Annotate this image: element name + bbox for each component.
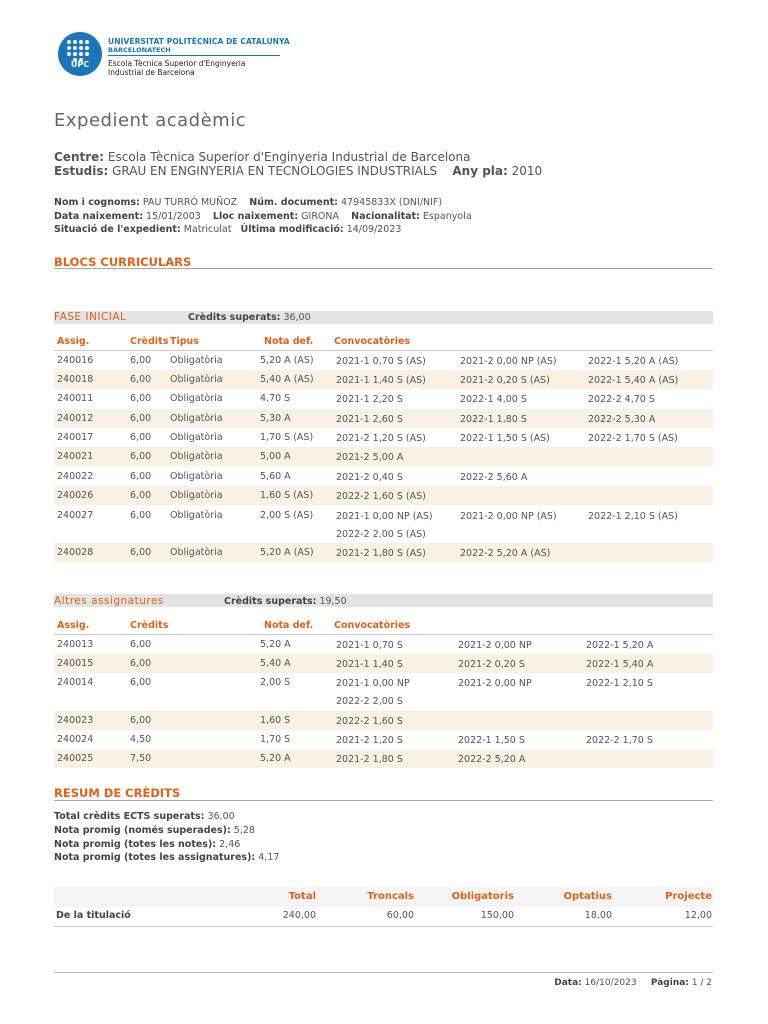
cell-assig: 240015 — [57, 658, 94, 669]
table-row — [54, 635, 713, 654]
table-row — [54, 711, 713, 730]
cell-nota: 1,70 S (AS) — [260, 432, 314, 443]
cell-conv-2: 2022-2 5,60 A — [460, 472, 528, 483]
cell-nota: 1,60 S — [260, 715, 291, 726]
table-row — [54, 673, 713, 711]
al-header-assig: Assig. — [57, 620, 90, 631]
cell-nota: 5,20 A — [260, 639, 291, 650]
cell-assig: 240028 — [57, 547, 94, 558]
anypla-label: Any pla: — [452, 164, 508, 178]
cell-credits: 6,00 — [130, 715, 152, 726]
totals-value-total: 240,00 — [282, 910, 316, 921]
fi-header-tipus: Tipus — [170, 336, 199, 347]
cell-conv-2: 2021-2 0,00 NP — [458, 640, 532, 651]
resum-total-credits — [54, 811, 235, 822]
totals-header-troncals: Troncals — [367, 891, 414, 902]
upc-logo — [58, 32, 102, 76]
table-row — [54, 543, 713, 562]
altres-credits — [224, 596, 347, 607]
table-row — [54, 428, 713, 447]
resum-nota-totes-assignatures — [54, 852, 279, 863]
estudis-value: GRAU EN ENGINYERIA EN TECNOLOGIES INDUSTRIALS — [112, 164, 438, 178]
lloc-label: Lloc naixement: — [212, 211, 299, 222]
table-row — [54, 447, 713, 466]
fase-inicial-credits-value: 36,00 — [283, 312, 311, 323]
cell-conv-3: 2022-1 5,40 A — [586, 659, 654, 670]
blocs-curriculars-heading: BLOCS CURRICULARS — [54, 255, 192, 269]
totals-value-optatius: 18,00 — [584, 910, 612, 921]
fase-inicial-credits — [188, 312, 311, 323]
cell-nota: 2,00 S (AS) — [260, 510, 314, 521]
nom-value: PAU TURRÓ MUÑOZ — [142, 197, 238, 208]
cell-credits: 7,50 — [130, 753, 152, 764]
table-row — [54, 730, 713, 749]
student-line-1 — [54, 197, 442, 208]
naix-label: Data naixement: — [54, 211, 144, 222]
cell-assig: 240022 — [57, 471, 94, 482]
cell-conv-1: 2021-1 0,70 S — [336, 640, 403, 651]
cell-conv-1: 2021-2 1,80 S — [336, 754, 403, 765]
cell-assig: 240018 — [57, 374, 94, 385]
footer-date-label: Data: — [554, 978, 582, 988]
table-row — [54, 486, 713, 505]
cell-conv-3: 2022-1 5,40 A (AS) — [588, 375, 679, 386]
cell-nota: 1,60 S (AS) — [260, 490, 314, 501]
cell-assig: 240025 — [57, 753, 94, 764]
cell-assig: 240012 — [57, 413, 94, 424]
student-line-3 — [54, 224, 401, 235]
cell-conv-1: 2021-2 1,80 S (AS) — [336, 548, 426, 559]
cell-tipus: Obligatòria — [170, 451, 223, 462]
al-header-credits: Crèdits — [130, 620, 169, 631]
totals-header-total: Total — [288, 891, 316, 902]
cell-tipus: Obligatòria — [170, 547, 223, 558]
table-row — [54, 409, 713, 428]
cell-assig: 240023 — [57, 715, 94, 726]
cell-credits: 6,00 — [130, 355, 152, 366]
altres-credits-label: Crèdits superats: — [224, 596, 317, 607]
table-row — [54, 370, 713, 389]
student-line-2 — [54, 211, 472, 222]
totals-value-projecte: 12,00 — [684, 910, 712, 921]
centre-label: Centre: — [54, 150, 105, 164]
totals-header-optatius: Optatius — [563, 891, 612, 902]
cell-assig: 240027 — [57, 510, 94, 521]
cell-nota: 5,20 A (AS) — [260, 547, 314, 558]
cell-conv-2: 2022-1 1,50 S (AS) — [460, 433, 550, 444]
footer-date: 16/10/2023 — [584, 978, 637, 988]
altres-credits-value: 19,50 — [319, 596, 347, 607]
cell-conv-1: 2021-2 1,20 S — [336, 735, 403, 746]
cell-nota: 5,60 A — [260, 471, 291, 482]
cell-conv-2: 2022-2 5,20 A (AS) — [460, 548, 551, 559]
resum-line-label: Total crèdits ECTS superats: — [54, 811, 205, 822]
estudis-line — [54, 164, 542, 178]
logo-dots-icon — [67, 40, 93, 60]
cell-conv-3: 2022-2 5,30 A — [588, 414, 656, 425]
cell-nota: 5,30 A — [260, 413, 291, 424]
doc-label: Núm. document: — [249, 197, 338, 208]
cell-tipus: Obligatòria — [170, 432, 223, 443]
nom-label: Nom i cognoms: — [54, 197, 140, 208]
cell-assig: 240026 — [57, 490, 94, 501]
cell-assig: 240016 — [57, 355, 94, 366]
table-row — [54, 389, 713, 408]
cell-conv-3: 2022-2 1,70 S — [586, 735, 653, 746]
cell-conv-2: 2022-1 4,00 S — [460, 394, 527, 405]
resum-line-value: 4,17 — [258, 852, 280, 863]
logo-divider — [108, 55, 280, 56]
cell-tipus: Obligatòria — [170, 471, 223, 482]
cell-conv-2: 2022-1 1,50 S — [458, 735, 525, 746]
fase-inicial-title: FASE INICIAL — [54, 311, 127, 323]
cell-credits: 6,00 — [130, 490, 152, 501]
cell-assig: 240013 — [57, 639, 94, 650]
cell-assig: 240024 — [57, 734, 94, 745]
cell-credits: 6,00 — [130, 677, 152, 688]
cell-conv-1: 2021-1 0,70 S (AS) — [336, 356, 426, 367]
nac-label: Nacionalitat: — [351, 211, 420, 222]
cell-nota: 5,40 A — [260, 658, 291, 669]
cell-tipus: Obligatòria — [170, 490, 223, 501]
footer-divider — [54, 972, 713, 973]
cell-nota: 1,70 S — [260, 734, 291, 745]
cell-conv-1: 2021-1 1,40 S (AS) — [336, 375, 426, 386]
estudis-label: Estudis: — [54, 164, 109, 178]
cell-assig: 240021 — [57, 451, 94, 462]
nac-value: Espanyola — [422, 211, 472, 222]
cell-credits: 6,00 — [130, 658, 152, 669]
cell-nota: 2,00 S — [260, 677, 291, 688]
cell-conv-1: 2021-1 1,40 S — [336, 659, 403, 670]
cell-conv-1: 2021-1 2,60 S — [336, 414, 403, 425]
totals-value-troncals: 60,00 — [386, 910, 414, 921]
cell-conv-3: 2022-1 5,20 A — [586, 640, 654, 651]
fi-header-assig: Assig. — [57, 336, 90, 347]
cell-conv-2: 2021-2 0,00 NP (AS) — [460, 356, 557, 367]
cell-conv-1: 2022-2 1,60 S (AS) — [336, 491, 426, 502]
cell-credits: 6,00 — [130, 451, 152, 462]
cell-tipus: Obligatòria — [170, 413, 223, 424]
cell-conv-1: 2021-2 5,00 A — [336, 452, 404, 463]
cell-credits: 6,00 — [130, 510, 152, 521]
cell-credits: 6,00 — [130, 432, 152, 443]
totals-header-obligatoris: Obligatoris — [451, 891, 514, 902]
cell-tipus: Obligatòria — [170, 355, 223, 366]
centre-line — [54, 150, 470, 164]
cell-assig: 240014 — [57, 677, 94, 688]
university-subtitle: BARCELONATECH — [108, 46, 171, 54]
blocs-divider — [54, 268, 713, 269]
footer-page: 1 / 2 — [691, 978, 712, 988]
cell-conv-4: 2022-2 2,00 S (AS) — [336, 529, 426, 540]
cell-credits: 4,50 — [130, 734, 152, 745]
cell-nota: 4,70 S — [260, 393, 291, 404]
cell-credits: 6,00 — [130, 547, 152, 558]
cell-conv-4: 2022-2 2,00 S — [336, 696, 403, 707]
cell-credits: 6,00 — [130, 471, 152, 482]
cell-conv-1: 2021-2 1,20 S (AS) — [336, 433, 426, 444]
cell-nota: 5,20 A (AS) — [260, 355, 314, 366]
cell-nota: 5,40 A (AS) — [260, 374, 314, 385]
anypla-value: 2010 — [511, 164, 543, 178]
cell-conv-3: 2022-1 2,10 S (AS) — [588, 511, 678, 522]
cell-conv-2: 2021-2 0,20 S (AS) — [460, 375, 550, 386]
cell-conv-1: 2021-1 0,00 NP (AS) — [336, 511, 433, 522]
modificacio-value: 14/09/2023 — [346, 224, 402, 235]
resum-nota-totes-notes — [54, 839, 240, 850]
naix-value: 15/01/2003 — [146, 211, 201, 222]
cell-conv-2: 2022-2 5,20 A — [458, 754, 526, 765]
cell-conv-1: 2021-2 0,40 S — [336, 472, 403, 483]
cell-conv-3: 2022-1 5,20 A (AS) — [588, 356, 679, 367]
school-name-line2: Industrial de Barcelona — [108, 68, 195, 77]
cell-conv-3: 2022-1 2,10 S — [586, 678, 653, 689]
situacio-value: Matriculat — [183, 224, 232, 235]
totals-value-obligatoris: 150,00 — [480, 910, 514, 921]
logo-text: UPC — [70, 60, 90, 69]
lloc-value: GIRONA — [301, 211, 340, 222]
table-row — [54, 351, 713, 370]
cell-conv-2: 2021-2 0,00 NP — [458, 678, 532, 689]
table-row — [54, 506, 713, 543]
school-name-line1: Escola Tècnica Superior d'Enginyeria — [108, 59, 246, 68]
cell-nota: 5,20 A — [260, 753, 291, 764]
cell-credits: 6,00 — [130, 413, 152, 424]
cell-conv-2: 2021-2 0,20 S — [458, 659, 525, 670]
resum-line-label: Nota promig (només superades): — [54, 825, 231, 836]
footer — [554, 978, 712, 988]
resum-line-label: Nota promig (totes les assignatures): — [54, 852, 256, 863]
fi-header-credits: Crèdits — [130, 336, 169, 347]
cell-credits: 6,00 — [130, 374, 152, 385]
resum-line-value: 36,00 — [207, 811, 235, 822]
cell-conv-1: 2021-1 0,00 NP — [336, 678, 410, 689]
footer-page-label: Pàgina: — [650, 978, 689, 988]
fase-inicial-credits-label: Crèdits superats: — [188, 312, 281, 323]
fi-header-convocatories: Convocatòries — [334, 336, 411, 347]
resum-divider — [54, 800, 713, 801]
totals-divider — [54, 926, 713, 927]
modificacio-label: Última modificació: — [240, 224, 344, 235]
fi-header-nota: Nota def. — [264, 336, 314, 347]
cell-assig: 240011 — [57, 393, 94, 404]
page-title: Expedient acadèmic — [54, 110, 247, 131]
resum-heading: RESUM DE CRÈDITS — [54, 786, 181, 800]
table-row — [54, 467, 713, 486]
resum-line-label: Nota promig (totes les notes): — [54, 839, 217, 850]
table-row — [54, 749, 713, 768]
resum-line-value: 5,28 — [233, 825, 255, 836]
centre-value: Escola Tècnica Superior d'Enginyeria Industrial de Barcelona — [107, 150, 471, 164]
resum-line-value: 2,46 — [219, 839, 241, 850]
cell-conv-2: 2021-2 0,00 NP (AS) — [460, 511, 557, 522]
totals-row-label: De la titulació — [56, 910, 131, 921]
resum-nota-superades — [54, 825, 255, 836]
altres-title: Altres assignatures — [54, 595, 164, 607]
cell-conv-1: 2021-1 2,20 S — [336, 394, 403, 405]
university-name: UNIVERSITAT POLITÈCNICA DE CATALUNYA — [108, 37, 290, 46]
cell-conv-3: 2022-2 1,70 S (AS) — [588, 433, 678, 444]
cell-credits: 6,00 — [130, 639, 152, 650]
al-header-convocatories: Convocatòries — [334, 620, 411, 631]
al-header-nota: Nota def. — [264, 620, 314, 631]
cell-tipus: Obligatòria — [170, 393, 223, 404]
cell-nota: 5,00 A — [260, 451, 291, 462]
cell-credits: 6,00 — [130, 393, 152, 404]
table-row — [54, 654, 713, 673]
cell-tipus: Obligatòria — [170, 374, 223, 385]
fase-inicial-bar — [54, 311, 713, 324]
cell-conv-2: 2022-1 1,80 S — [460, 414, 527, 425]
cell-conv-3: 2022-2 4,70 S — [588, 394, 655, 405]
cell-conv-1: 2022-2 1,60 S — [336, 716, 403, 727]
cell-assig: 240017 — [57, 432, 94, 443]
totals-header-projecte: Projecte — [665, 891, 712, 902]
situacio-label: Situació de l'expedient: — [54, 224, 181, 235]
cell-tipus: Obligatòria — [170, 510, 223, 521]
doc-value: 47945833X (DNI/NIF) — [341, 197, 443, 208]
